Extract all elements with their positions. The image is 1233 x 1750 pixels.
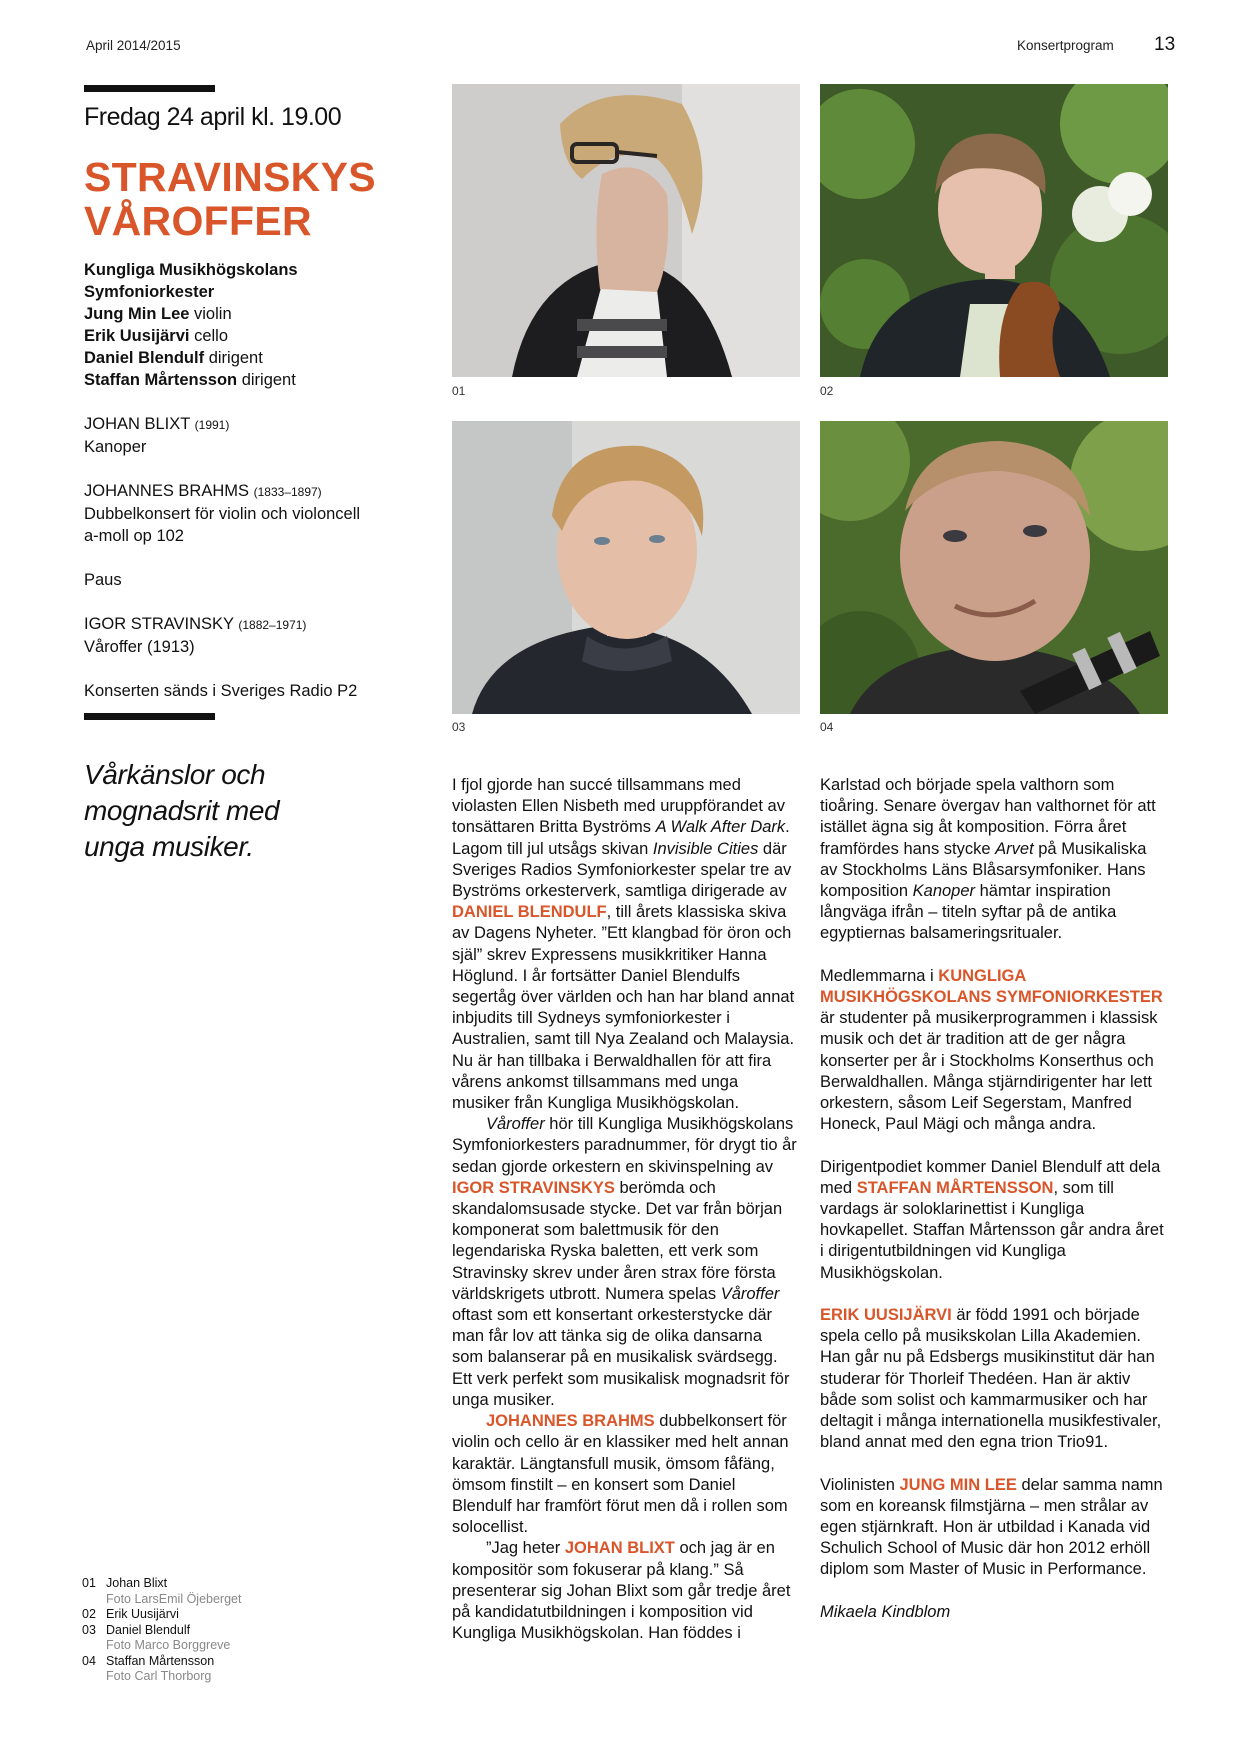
article-paragraph-1: I fjol gjorde han succé tillsammans med violasten Ellen Nisbeth med uruppförandet av tonsättaren Britta Byströms A Walk After Dark. Lagom till jul utsågs skivan Invisible Cities där Sveriges Radios Symfoniorkester spelar tre av Byströms orkesterverk, samtliga dirigerade av DANIEL BLENDULF, till årets klassiska skiva av Dagens Nyheter. ”Ett klangbad för öron och själ” skrev Expressens musikkritiker Hanna Höglund. I år fortsätter Daniel Blendulfs segertåg över världen och han har bland annat inbjudits till Sydneys symfoniorkester i Australien, samt till Nya Zealand och Malaysia. Nu är han tillbaka i Berwaldhallen för att fira vårens ankomst tillsammans med unga musiker från Kungliga Musikhögskolan. — [452, 776, 795, 1113]
page-number: 13 — [1154, 34, 1176, 55]
pull-quote: Vårkänslor och mognadsrit med unga musiker. — [84, 759, 280, 862]
title-line-2: VÅROFFER — [84, 198, 312, 244]
article-paragraph-3: JOHANNES BRAHMS dubbelkonsert för violin och cello är en klassiker med helt annan karaktär. Längtansfull musik, ömsom fåfäng, ömsom finstilt – en konsert som Daniel Blendulf har framfört förut men då i rollen som solocellist. — [452, 1412, 789, 1537]
concert-date: Fredag 24 april kl. 19.00 — [84, 103, 342, 131]
photo-caption-04: 04 — [820, 720, 834, 734]
photo-caption-02: 02 — [820, 384, 834, 398]
performer-cello: Erik Uusijärvi cello — [84, 327, 229, 345]
program-pause: Paus — [84, 571, 122, 589]
article-paragraph-8: ERIK UUSIJÄRVI är född 1991 och började spela cello på musikskolan Lilla Akademien. Han går nu på Edsbergs musikinstitut där han studerar för Thorleif Thedéen. Han är aktiv både som solist och kammarmusiker och har deltagit i många internationella musikfestivaler, bland annat med den egna trion Trio91. — [820, 1306, 1162, 1452]
program-item-brahms: JOHANNES BRAHMS (1833–1897) Dubbelkonsert för violin och violoncell a-moll op 102 — [84, 482, 361, 545]
article-paragraph-7: Dirigentpodiet kommer Daniel Blendulf att dela med STAFFAN MÅRTENSSON, som till vardags är soloklarinettist i Kungliga hovkapellet. Staffan Mårtensson går andra året i dirigentutbildningen vid Kungliga Musikhögskolan. — [820, 1157, 1164, 1282]
concert-title — [84, 155, 376, 243]
photo-erik-uusijarvi — [820, 84, 1168, 377]
section-label: Konsertprogram — [1017, 38, 1114, 53]
article-column-2 — [820, 775, 1165, 1623]
article-paragraph-9: Violinisten JUNG MIN LEE delar samma namn som en koreansk filmstjärna – men strålar av egen stjärnkraft. Hon är utbildad i Kanada vid Schulich School of Music där hon 2012 erhöll diplom som Master of Music in Performance. — [820, 1475, 1163, 1579]
article-paragraph-6: Medlemmarna i KUNGLIGA MUSIKHÖGSKOLANS SYMFONIORKESTER är studenter på musikerprogrammen i klassisk musik och det är tradition att de ger några konserter per år i Stockholms Konserthus och Berwaldhallen. Många stjärndirigenter har lett orkestern, såsom Leif Segerstam, Manfred Honeck, Paul Mägi och många andra. — [820, 966, 1163, 1134]
article-paragraph-4: ”Jag heter JOHAN BLIXT och jag är en kompositör som fokuserar på klang.” Så presenterar sig Johan Blixt som går tredje året på kandidatutbildningen i komposition vid Kungliga Musikhögskolan. Han föddes i — [452, 1539, 791, 1643]
title-line-1: STRAVINSKYS — [84, 154, 376, 200]
performer-conductor-1: Daniel Blendulf dirigent — [84, 349, 263, 367]
photo-caption-01: 01 — [452, 384, 466, 398]
photo-daniel-blendulf — [452, 421, 800, 714]
photo-caption-03: 03 — [452, 720, 466, 734]
issue-label: April 2014/2015 — [86, 38, 181, 53]
article-paragraph-5: Karlstad och började spela valthorn som tioåring. Senare övergav han valthornet för att istället ägna sig åt komposition. Förra året framfördes hans stycke Arvet på Musikaliska av Stockholms Läns Blåsarsymfoniker. Hans komposition Kanoper hämtar inspiration långväga ifrån – titeln syftar på de antika egyptiernas balsameringsritualer. — [820, 776, 1156, 943]
photo-johan-blixt — [452, 84, 800, 377]
program-list — [84, 413, 404, 724]
performer-list — [84, 259, 344, 391]
top-rule — [84, 85, 215, 92]
performer-orchestra: Kungliga Musikhögskolans Symfoniorkester — [84, 261, 298, 301]
photo-credits: 01 Johan Blixt Foto LarsEmil Öjeberget 02 Erik Uusijärvi 03 Daniel Blendulf Foto Marco Borggreve 04 Staffan Mårtensson Foto Carl Thorborg — [82, 1576, 242, 1683]
performer-violin: Jung Min Lee violin — [84, 305, 232, 323]
photo-staffan-martensson — [820, 421, 1168, 714]
performer-conductor-2: Staffan Mårtensson dirigent — [84, 371, 296, 389]
article-author: Mikaela Kindblom — [820, 1602, 951, 1621]
broadcast-note: Konserten sänds i Sveriges Radio P2 — [84, 682, 358, 700]
article-paragraph-2: Våroffer hör till Kungliga Musikhögskolans Symfoniorkesters paradnummer, för drygt tio år sedan gjorde orkestern en skivinspelning av IGOR STRAVINSKYS berömda och skandalomsusade stycke. Det var från början komponerat som balettmusik för den legendariska Ryska baletten, ett verk som Stravinsky skrev under åren strax före första världskrigets utbrott. Numera spelas Våroffer oftast som ett konsertant orkesterstycke där man får lov att tänka sig de olika dansarna som balanserar på en musikalisk svärdsegg. Ett verk perfekt som musikalisk mognadsrit för unga musiker. — [452, 1115, 797, 1409]
program-item-stravinsky: IGOR STRAVINSKY (1882–1971) Våroffer (1913) — [84, 615, 307, 656]
article-column-1 — [452, 775, 797, 1644]
middle-rule — [84, 713, 215, 720]
program-item-blixt: JOHAN BLIXT (1991) Kanoper — [84, 415, 230, 456]
